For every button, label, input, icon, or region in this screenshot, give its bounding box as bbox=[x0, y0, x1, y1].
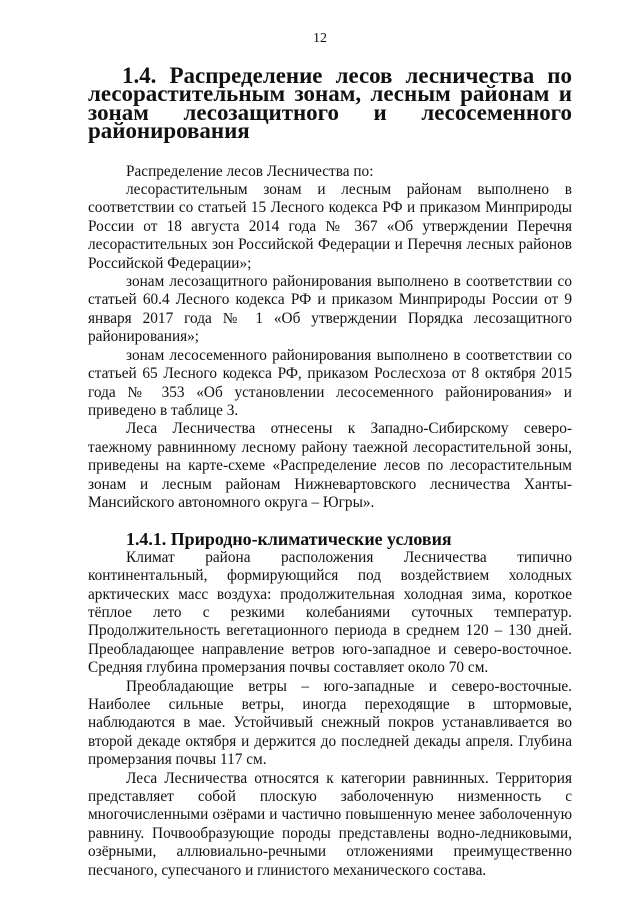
spacer bbox=[88, 141, 572, 163]
page-number: 12 bbox=[313, 31, 327, 46]
paragraph: Климат района расположения Лесничества типично континентальный, формирующийся под воздействием холодных арктических масс воздуха: продолжительная холодная зима, короткое тёплое лето с резкими колебаниями суточных температур. Продолжительность вегетационного периода в среднем 120 – 130 дней. Преобладающее направление ветров юго-западное и северо-восточное. Средняя глубина промерзания почвы составляет около 70 см. bbox=[88, 548, 572, 677]
subsection-title: 1.4.1. Природно-климатические условия bbox=[126, 529, 452, 550]
paragraph: зонам лесозащитного районирования выполнено в соответствии со статьей 60.4 Лесного кодекса РФ и приказом Минприроды России от 9 января 2017 года № 1 «Об утверждении Порядка лесозащитного районирования»; bbox=[88, 273, 572, 346]
paragraph: Распределение лесов Лесничества по: bbox=[126, 162, 374, 180]
paragraph: зонам лесосеменного районирования выполнено в соответствии со статьей 65 Лесного кодекса РФ, приказом Рослесхоза от 8 октября 2015 года № 353 «Об установлении лесосеменного районирования» и приведено в таблице 3. bbox=[88, 346, 572, 419]
paragraph: Леса Лесничества отнесены к Западно-Сибирскому северо-таежному равнинному лесному району таежной лесорастительной зоны, приведены на карте-схеме «Распределение лесов по лесорастительным зонам и лесным районам Нижневартовского лесничества Ханты-Мансийского автономного округа – Югры». bbox=[88, 420, 572, 511]
page-body bbox=[88, 63, 572, 880]
section-title: 1.4. Распределение лесов лесничества по лесорастительным зонам, лесным районам и зонам лесозащитного и лесосеменного районирования bbox=[88, 63, 572, 144]
paragraph: лесорастительным зонам и лесным районам выполнено в соответствии со статьей 15 Лесного кодекса РФ и приказом Минприроды России от 18 августа 2014 года № 367 «Об утверждении Перечня лесорастительных зон Российской Федерации и Перечня лесных районов Российской Федерации»; bbox=[88, 181, 572, 272]
paragraph: Преобладающие ветры – юго-западные и северо-восточные. Наиболее сильные ветры, иногда переходящие в штормовые, наблюдаются в мае. Устойчивый снежный покров устанавливается во второй декаде октября и держится до последней декады апреля. Глубина промерзания почвы 117 см. bbox=[88, 677, 572, 769]
paragraph: Леса Лесничества относятся к категории равнинных. Территория представляет собой плоскую заболоченную низменность с многочисленными озёрами и частично повышенную менее заболоченную равнину. Почвообразующие породы представлены водно-ледниковыми, озёрными, аллювиально-речными отложениями преимущественно песчаного, супесчаного и глинистого механического состава. bbox=[88, 769, 572, 879]
spacer bbox=[88, 512, 572, 530]
